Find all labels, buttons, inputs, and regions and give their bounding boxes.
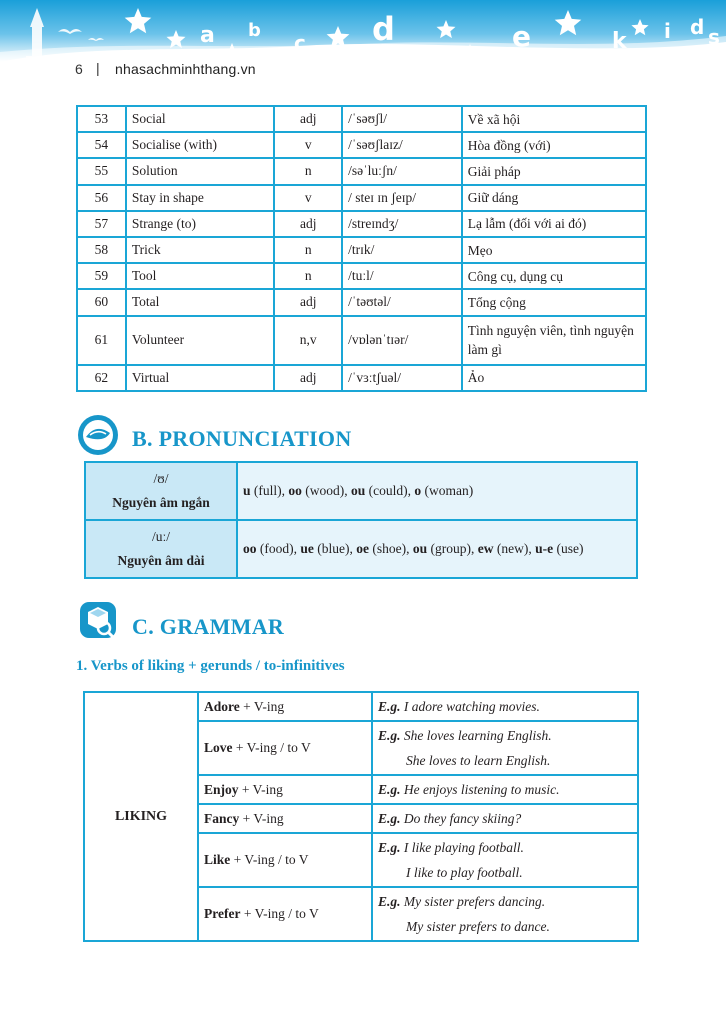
eg-label: E.g. [378,894,401,909]
table-row [77,289,646,315]
spelling-pattern: u-e [535,541,554,556]
header-banner [0,0,726,92]
meaning-cell: Tổng cộng [462,289,646,315]
spelling-pattern: o [414,483,422,498]
word-number: 56 [77,185,126,211]
banner-letter: a [200,23,215,48]
vowel-symbol: /uː/ [151,529,170,544]
spelling-pattern: u [243,483,251,498]
verb: Prefer [204,906,241,921]
example-line [378,860,632,885]
banner-letter: e [512,20,531,53]
example-sentence: Do they fancy skiing? [403,811,522,826]
pattern: + V-ing / to V [232,740,311,755]
meaning-cell: Lạ lẫm (đối với ai đó) [462,211,646,237]
star-icon [437,20,456,38]
example-line [378,914,632,939]
star-icon [167,30,186,48]
meaning-cell: Công cụ, dụng cụ [462,263,646,289]
verb-pattern [198,775,372,804]
vowel-symbol: /ʊ/ [153,471,169,486]
word-type: adj [274,106,342,132]
word-type: adj [274,365,342,391]
word-number: 53 [77,106,126,132]
ipa-cell: /ˈsəʊʃl/ [342,106,462,132]
word-type: v [274,185,342,211]
spelling-example: (group), [427,541,478,556]
ipa-cell: /vɒlənˈtɪər/ [342,316,462,365]
vowel-label: Nguyên âm ngắn [112,495,210,510]
banner-letter: d [690,15,705,39]
banner-letter: c [294,31,306,55]
word-cell: Strange (to) [126,211,274,237]
meaning-cell: Về xã hội [462,106,646,132]
spelling-pattern: oo [243,541,257,556]
word-cell: Socialise (with) [126,132,274,158]
spelling-examples [237,462,637,520]
banner-letter: i [664,19,671,43]
verb: Adore [204,698,240,714]
banner-letter: s [708,25,720,49]
spelling-pattern: ou [351,483,366,498]
word-cell: Trick [126,237,274,263]
ipa-cell: / steɪ ɪn ʃeɪp/ [342,185,462,211]
example-line [378,748,632,773]
word-type: v [274,132,342,158]
spelling-example: (blue), [313,541,357,556]
example-cell [372,804,638,833]
table-row [77,263,646,289]
word-cell: Solution [126,158,274,184]
example-sentence: I like to play football. [406,865,523,880]
pattern: + V-ing [238,781,283,797]
word-type: n,v [274,316,342,365]
spelling-examples [237,520,637,578]
example-sentence: He enjoys listening to music. [403,782,560,797]
meaning-cell: Ảo [462,365,646,391]
spelling-example: (could), [365,483,415,498]
example-cell [372,887,638,941]
word-number: 55 [77,158,126,184]
star-icon [327,26,350,48]
example-line [378,806,632,831]
word-type: n [274,158,342,184]
word-number: 61 [77,316,126,365]
example-sentence: My sister prefers to dance. [406,919,550,934]
word-cell: Stay in shape [126,185,274,211]
pronunciation-row [85,520,637,578]
category-label: LIKING [84,692,198,941]
table-row [77,158,646,184]
word-cell: Total [126,289,274,315]
example-sentence: She loves to learn English. [406,753,551,768]
meaning-cell: Giữ dáng [462,185,646,211]
vocabulary-table [76,105,647,392]
word-type: adj [274,289,342,315]
grammar-row [84,692,638,721]
spelling-example: (food), [256,541,301,556]
table-row [77,211,646,237]
word-cell: Volunteer [126,316,274,365]
ipa-cell: /ˈvɜːtʃuəl/ [342,365,462,391]
word-number: 60 [77,289,126,315]
ipa-cell: /trɪk/ [342,237,462,263]
verb-pattern [198,721,372,775]
meaning-cell: Tình nguyện viên, tình nguyện làm gì [462,316,646,365]
section-b-title: B. PRONUNCIATION [132,426,352,451]
verb-pattern [198,887,372,941]
star-icon [631,19,648,35]
example-sentence: She loves learning English. [403,728,552,743]
word-type: n [274,263,342,289]
spelling-example: (use) [553,541,584,556]
example-line [378,694,632,719]
banner-letter: k [612,29,627,54]
example-line [378,889,632,914]
eg-label: E.g. [378,811,401,826]
verb-pattern [198,804,372,833]
example-cell [372,775,638,804]
word-type: n [274,237,342,263]
grammar-table [83,691,639,942]
meaning-cell: Giải pháp [462,158,646,184]
example-line [378,835,632,860]
pronunciation-icon [76,413,120,457]
table-row [77,132,646,158]
spelling-example: (shoe), [368,541,413,556]
table-row [77,106,646,132]
word-number: 58 [77,237,126,263]
table-row [77,365,646,391]
example-cell [372,833,638,887]
section-c-title: C. GRAMMAR [132,614,285,639]
vowel-cell [85,462,237,520]
star-icon [223,43,240,59]
example-cell [372,721,638,775]
banner-letter: d [372,10,395,48]
word-number: 62 [77,365,126,391]
word-cell: Social [126,106,274,132]
vowel-cell [85,520,237,578]
banner-letter: b [248,20,261,41]
table-row [77,237,646,263]
header-separator: | [96,60,100,76]
ipa-cell: /streɪndʒ/ [342,211,462,237]
ipa-cell: /ˈsəʊʃlaɪz/ [342,132,462,158]
verb-pattern [198,833,372,887]
verb: Like [204,852,231,867]
grammar-subtitle: 1. Verbs of liking + gerunds / to-infinitives [76,658,345,674]
word-type: adj [274,211,342,237]
word-number: 54 [77,132,126,158]
ipa-cell: /tuːl/ [342,263,462,289]
table-row [77,185,646,211]
pronunciation-table [84,461,638,579]
eg-label: E.g. [378,840,401,855]
grammar-icon [76,598,120,642]
verb-pattern [198,692,372,721]
pattern: + V-ing [239,698,285,714]
example-sentence: My sister prefers dancing. [403,894,546,909]
banner-letters [0,0,726,92]
website-link[interactable]: nhasachminhthang.vn [115,61,256,77]
star-icon [125,8,152,33]
vowel-label: Nguyên âm dài [117,553,205,568]
eg-label: E.g. [378,782,401,797]
star-icon [555,10,582,35]
spelling-example: (woman) [421,483,474,498]
example-line [378,723,632,748]
verb: Love [204,740,233,755]
spelling-pattern: ou [412,541,428,556]
table-row [77,316,646,365]
example-cell [372,692,638,721]
word-cell: Tool [126,263,274,289]
pattern: + V-ing / to V [230,852,309,867]
spelling-example: (wood), [301,483,352,498]
example-sentence: I adore watching movies. [403,699,540,714]
pattern: + V-ing [239,810,284,826]
meaning-cell: Mẹo [462,237,646,263]
spelling-pattern: oe [356,541,369,556]
pronunciation-row [85,462,637,520]
example-line [378,777,632,802]
verb: Fancy [204,810,240,826]
meaning-cell: Hòa đồng (với) [462,132,646,158]
page-number: 6 [75,61,83,77]
pattern: + V-ing / to V [240,906,319,921]
spelling-example: (new), [493,541,536,556]
ipa-cell: /səˈluːʃn/ [342,158,462,184]
eg-label: E.g. [378,699,401,714]
spelling-example: (full), [250,483,289,498]
spelling-pattern: ew [477,541,494,556]
example-sentence: I like playing football. [403,840,524,855]
eg-label: E.g. [378,728,401,743]
ipa-cell: /ˈtəʊtəl/ [342,289,462,315]
verb: Enjoy [204,781,239,797]
star-icon [462,44,477,59]
spelling-pattern: ue [300,541,314,556]
word-cell: Virtual [126,365,274,391]
word-number: 59 [77,263,126,289]
word-number: 57 [77,211,126,237]
spelling-pattern: oo [288,483,302,498]
